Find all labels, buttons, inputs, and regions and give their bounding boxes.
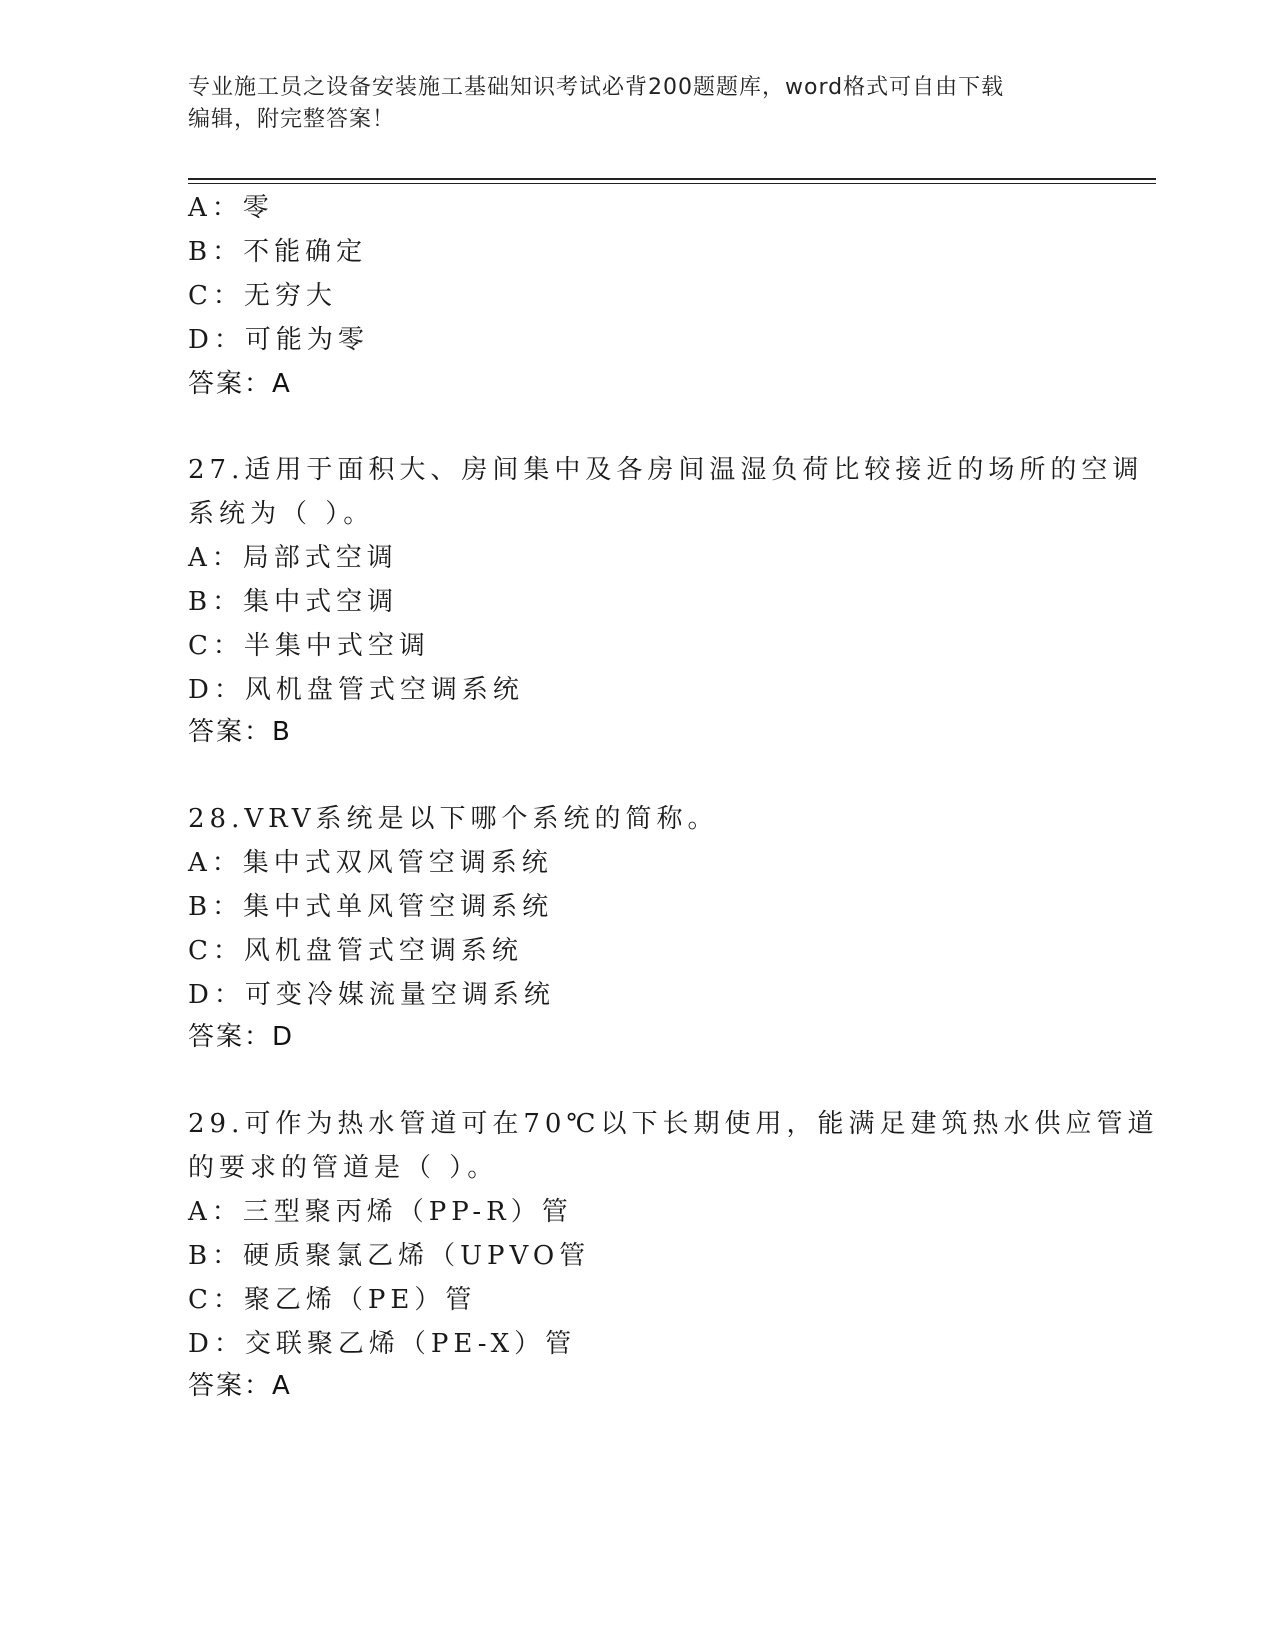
prev-option-b: B：不能确定 [188,237,368,267]
q28-stem-line-1: 28.VRV系统是以下哪个系统的简称。 [188,804,719,834]
document-header [188,72,1088,136]
q27-option-b: B：集中式空调 [188,587,399,617]
q28-option-a: A：集中式双风管空调系统 [188,848,553,878]
prev-option-c: C：无穷大 [188,281,337,311]
q27-stem-line-1: 27.适用于面积大、房间集中及各房间温湿负荷比较接近的场所的空调 [188,455,1144,485]
q29-stem-line-1: 29.可作为热水管道可在70℃以下长期使用，能满足建筑热水供应管道 [188,1109,1159,1139]
q27-answer: 答案：B [188,717,292,747]
header-line-2: 编辑，附完整答案！ [188,107,396,132]
prev-option-a: A：零 [188,193,274,223]
header-divider [188,178,1156,180]
header-line-1: 专业施工员之设备安装施工基础知识考试必背200题题库，word格式可自由下载 [188,75,1005,100]
q28-option-d: D：可变冷媒流量空调系统 [188,980,555,1010]
q27-option-a: A：局部式空调 [188,543,398,573]
q28-option-b: B：集中式单风管空调系统 [188,892,554,922]
q29-option-d: D：交联聚乙烯（PE-X）管 [188,1329,577,1359]
q28-option-c: C：风机盘管式空调系统 [188,936,523,966]
q29-answer: 答案：A [188,1371,292,1401]
header-divider-thin [188,183,1156,184]
q29-option-a: A：三型聚丙烯（PP-R）管 [188,1197,573,1227]
q29-option-c: C：聚乙烯（PE）管 [188,1285,477,1315]
q29-option-b: B：硬质聚氯乙烯（UPVO管 [188,1241,591,1271]
q27-option-d: D：风机盘管式空调系统 [188,675,524,705]
q29-stem-line-2: 的要求的管道是（ ）。 [188,1153,499,1183]
q27-option-c: C：半集中式空调 [188,631,430,661]
prev-answer: 答案：A [188,369,292,399]
q27-stem-line-2: 系统为（ ）。 [188,499,375,529]
q28-answer: 答案：D [188,1022,295,1052]
prev-option-d: D：可能为零 [188,325,369,355]
